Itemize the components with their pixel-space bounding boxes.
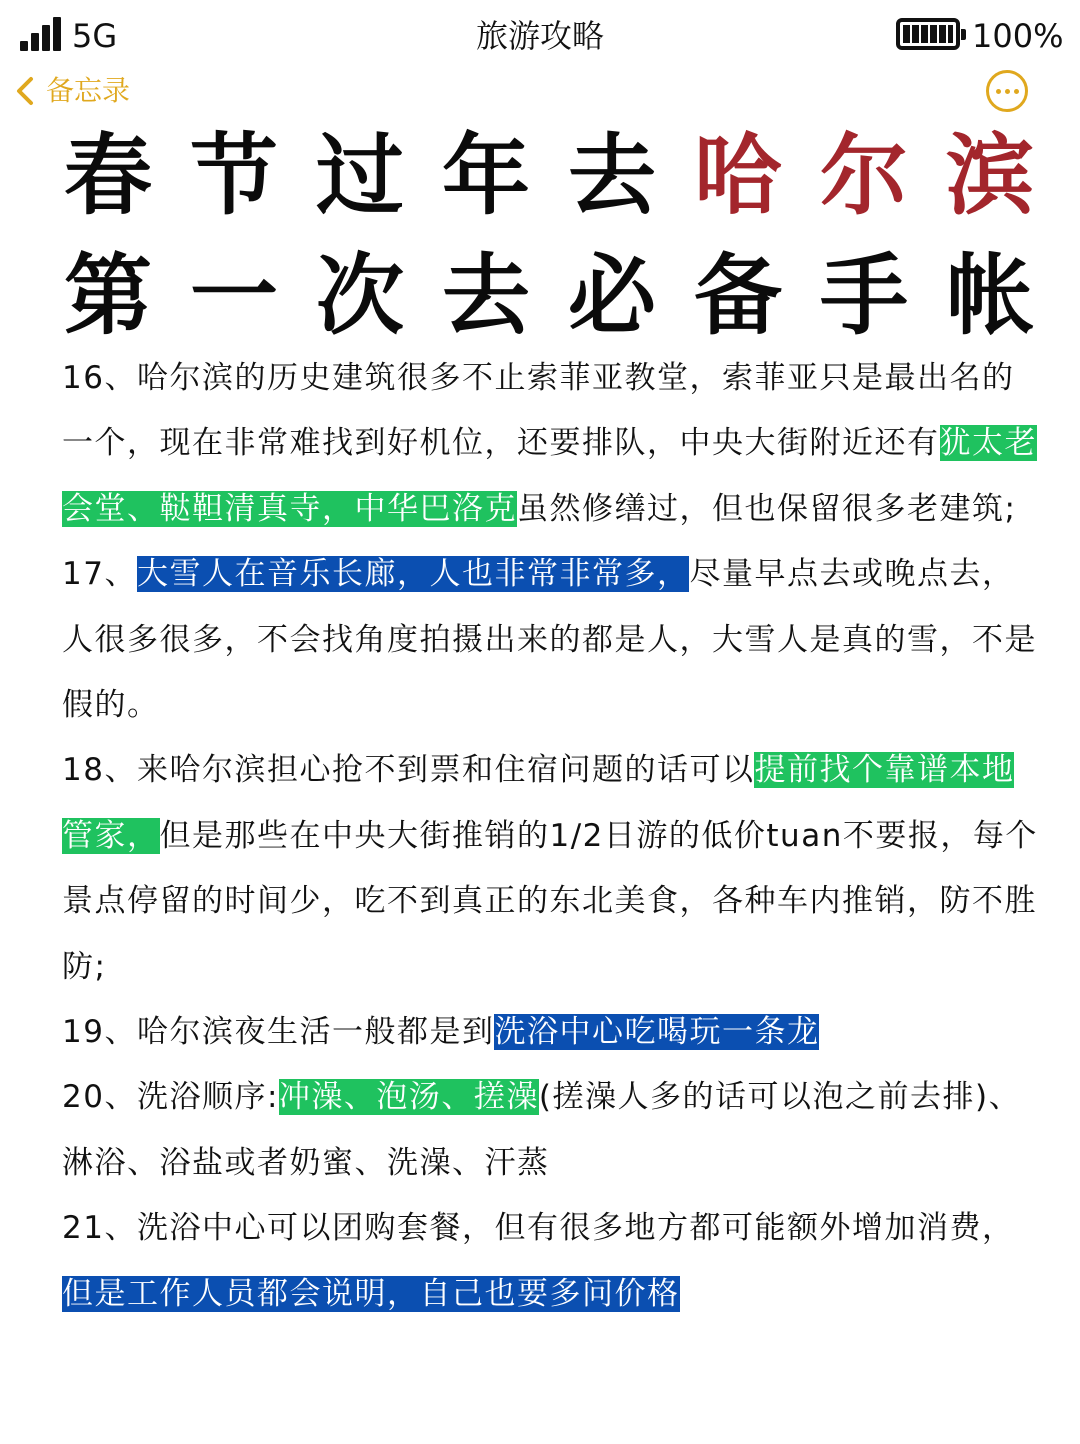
back-label: 备忘录	[46, 74, 131, 107]
chevron-left-icon	[14, 76, 36, 106]
text-segment: 尽量早点去或晚点去，人很多很多，不会找角度拍摄出来的都是人，大雪人是真的雪，不是假的。	[62, 556, 1037, 724]
tip-16	[62, 346, 1046, 542]
highlight-blue: 大雪人在音乐长廊，人也非常非常多，	[136, 556, 690, 593]
text-segment: 19、哈尔滨夜生活一般都是到	[62, 1014, 495, 1051]
text-segment: 但是那些在中央大街推销的1/2日游的低价tuan不要报，每个景点停留的时间少，吃不到真正的东北美食，各种车内推销，防不胜防;	[62, 817, 1038, 985]
text-segment: 17、	[62, 556, 137, 593]
tip-17	[62, 542, 1046, 738]
text-segment: (搓澡人多的话可以泡之前去排)、淋浴、浴盐或者奶蜜、洗澡、汗蒸	[62, 1079, 1022, 1181]
highlight-green: 冲澡、泡汤、搓澡	[278, 1079, 539, 1116]
back-button[interactable]	[14, 70, 130, 112]
text-segment: 21、洗浴中心可以团购套餐，但有很多地方都可能额外增加消费，	[62, 1210, 1015, 1247]
highlight-blue: 洗浴中心吃喝玩一条龙	[494, 1014, 820, 1051]
status-title: 旅游攻略	[475, 17, 604, 55]
more-dots-icon	[996, 89, 1001, 94]
battery-fill	[903, 25, 953, 43]
headline-line-1	[64, 124, 1073, 228]
headline-line-2: 第一次去必备手帐	[64, 244, 1073, 347]
headline-accent: 哈尔滨	[694, 124, 1073, 227]
battery-icon	[896, 18, 960, 50]
memo-body	[62, 346, 1046, 1327]
text-segment: 20、洗浴顺序:	[62, 1079, 279, 1116]
highlight-green: 犹太老会堂、鞑靼清真寺，中华巴洛克	[62, 425, 1037, 527]
more-options-button[interactable]	[986, 70, 1028, 112]
tip-18	[62, 738, 1046, 1000]
text-segment: 16、哈尔滨的历史建筑很多不止索菲亚教堂，索菲亚只是最出名的一个，现在非常难找到好机位，还要排队，中央大街附近还有	[62, 360, 1015, 462]
highlight-blue: 但是工作人员都会说明，自己也要多问价格	[62, 1275, 680, 1312]
tip-19	[62, 1000, 1046, 1065]
headline-plain: 春节过年去	[64, 124, 695, 227]
tip-20	[62, 1065, 1046, 1196]
tip-21	[62, 1196, 1046, 1327]
status-bar	[0, 0, 1080, 72]
highlight-green: 提前找个靠谱本地管家，	[62, 752, 1015, 854]
battery-percent: 100%	[972, 17, 1064, 55]
text-segment: 虽然修缮过，但也保留很多老建筑;	[517, 490, 1017, 527]
text-segment: 18、来哈尔滨担心抢不到票和住宿问题的话可以	[62, 752, 755, 789]
network-label: 5G	[72, 17, 118, 55]
